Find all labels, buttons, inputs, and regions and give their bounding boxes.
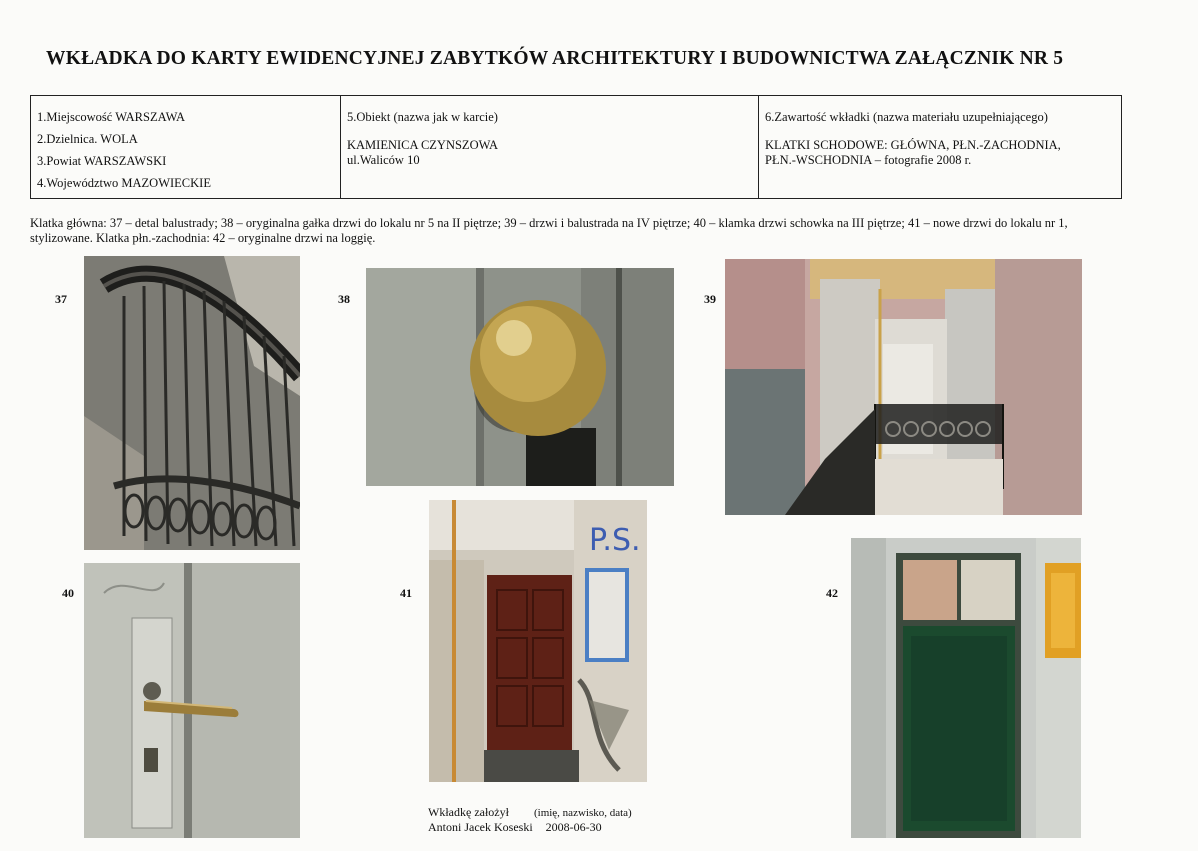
photo-description xyxy=(30,216,1130,246)
photo-41-brown-door xyxy=(429,500,647,782)
wojewodztwo-field: 4.Województwo MAZOWIECKIE xyxy=(37,176,211,190)
photo-number-41: 41 xyxy=(400,586,412,600)
object-header: 5.Obiekt (nazwa jak w karcie) xyxy=(347,110,498,124)
photo-number-37: 37 xyxy=(55,292,67,306)
object-name: KAMIENICA CZYNSZOWA xyxy=(347,138,499,152)
photo-39-landing xyxy=(725,259,1082,515)
photo-40-door-handle xyxy=(84,563,300,838)
object-address: ul.Waliców 10 xyxy=(347,153,420,167)
content-line-2: PŁN.-WSCHODNIA – fotografie 2008 r. xyxy=(765,153,972,167)
location-column xyxy=(31,96,341,198)
graffiti-text: P.S. xyxy=(589,523,641,558)
powiat-field: 3.Powiat WARSZAWSKI xyxy=(37,154,167,168)
content-header: 6.Zawartość wkładki (nazwa materiału uzupełniającego) xyxy=(765,110,1048,124)
miejscowosc-field: 1.Miejscowość WARSZAWA xyxy=(37,110,186,124)
object-column xyxy=(341,96,759,198)
footer-label: Wkładkę założył xyxy=(428,805,509,819)
footer-signature xyxy=(428,805,632,834)
footer-date: 2008-06-30 xyxy=(545,820,602,834)
photo-number-39: 39 xyxy=(704,292,716,306)
photo-number-40: 40 xyxy=(62,586,74,600)
dzielnica-field: 2.Dzielnica. WOLA xyxy=(37,132,138,146)
photo-38-door-knob xyxy=(366,268,674,486)
photo-number-38: 38 xyxy=(338,292,350,306)
description-line-1: Klatka główna: 37 – detal balustrady; 38 – oryginalna gałka drzwi do lokalu nr 5 na II piętrze; 39 – drzwi i balustrada na IV piętrze; 40 – klamka drzwi schowka na III piętrze; 41 – nowe drzwi do lokalu nr 1, xyxy=(30,216,1068,230)
photo-37-balustrade xyxy=(84,256,300,550)
content-line-1: KLATKI SCHODOWE: GŁÓWNA, PŁN.-ZACHODNIA, xyxy=(765,138,1061,152)
photo-42-green-door xyxy=(851,538,1081,838)
content-column xyxy=(759,96,1121,198)
document-title: WKŁADKA DO KARTY EWIDENCYJNEJ ZABYTKÓW ARCHITEKTURY I BUDOWNICTWA ZAŁĄCZNIK NR 5 xyxy=(46,48,1064,69)
info-table xyxy=(30,95,1122,199)
photo-number-42: 42 xyxy=(826,586,838,600)
footer-author: Antoni Jacek Koseski xyxy=(428,820,533,834)
footer-hint: (imię, nazwisko, data) xyxy=(533,807,632,819)
description-line-2: stylizowane. Klatka płn.-zachodnia: 42 – oryginalne drzwi na loggię. xyxy=(30,231,376,245)
